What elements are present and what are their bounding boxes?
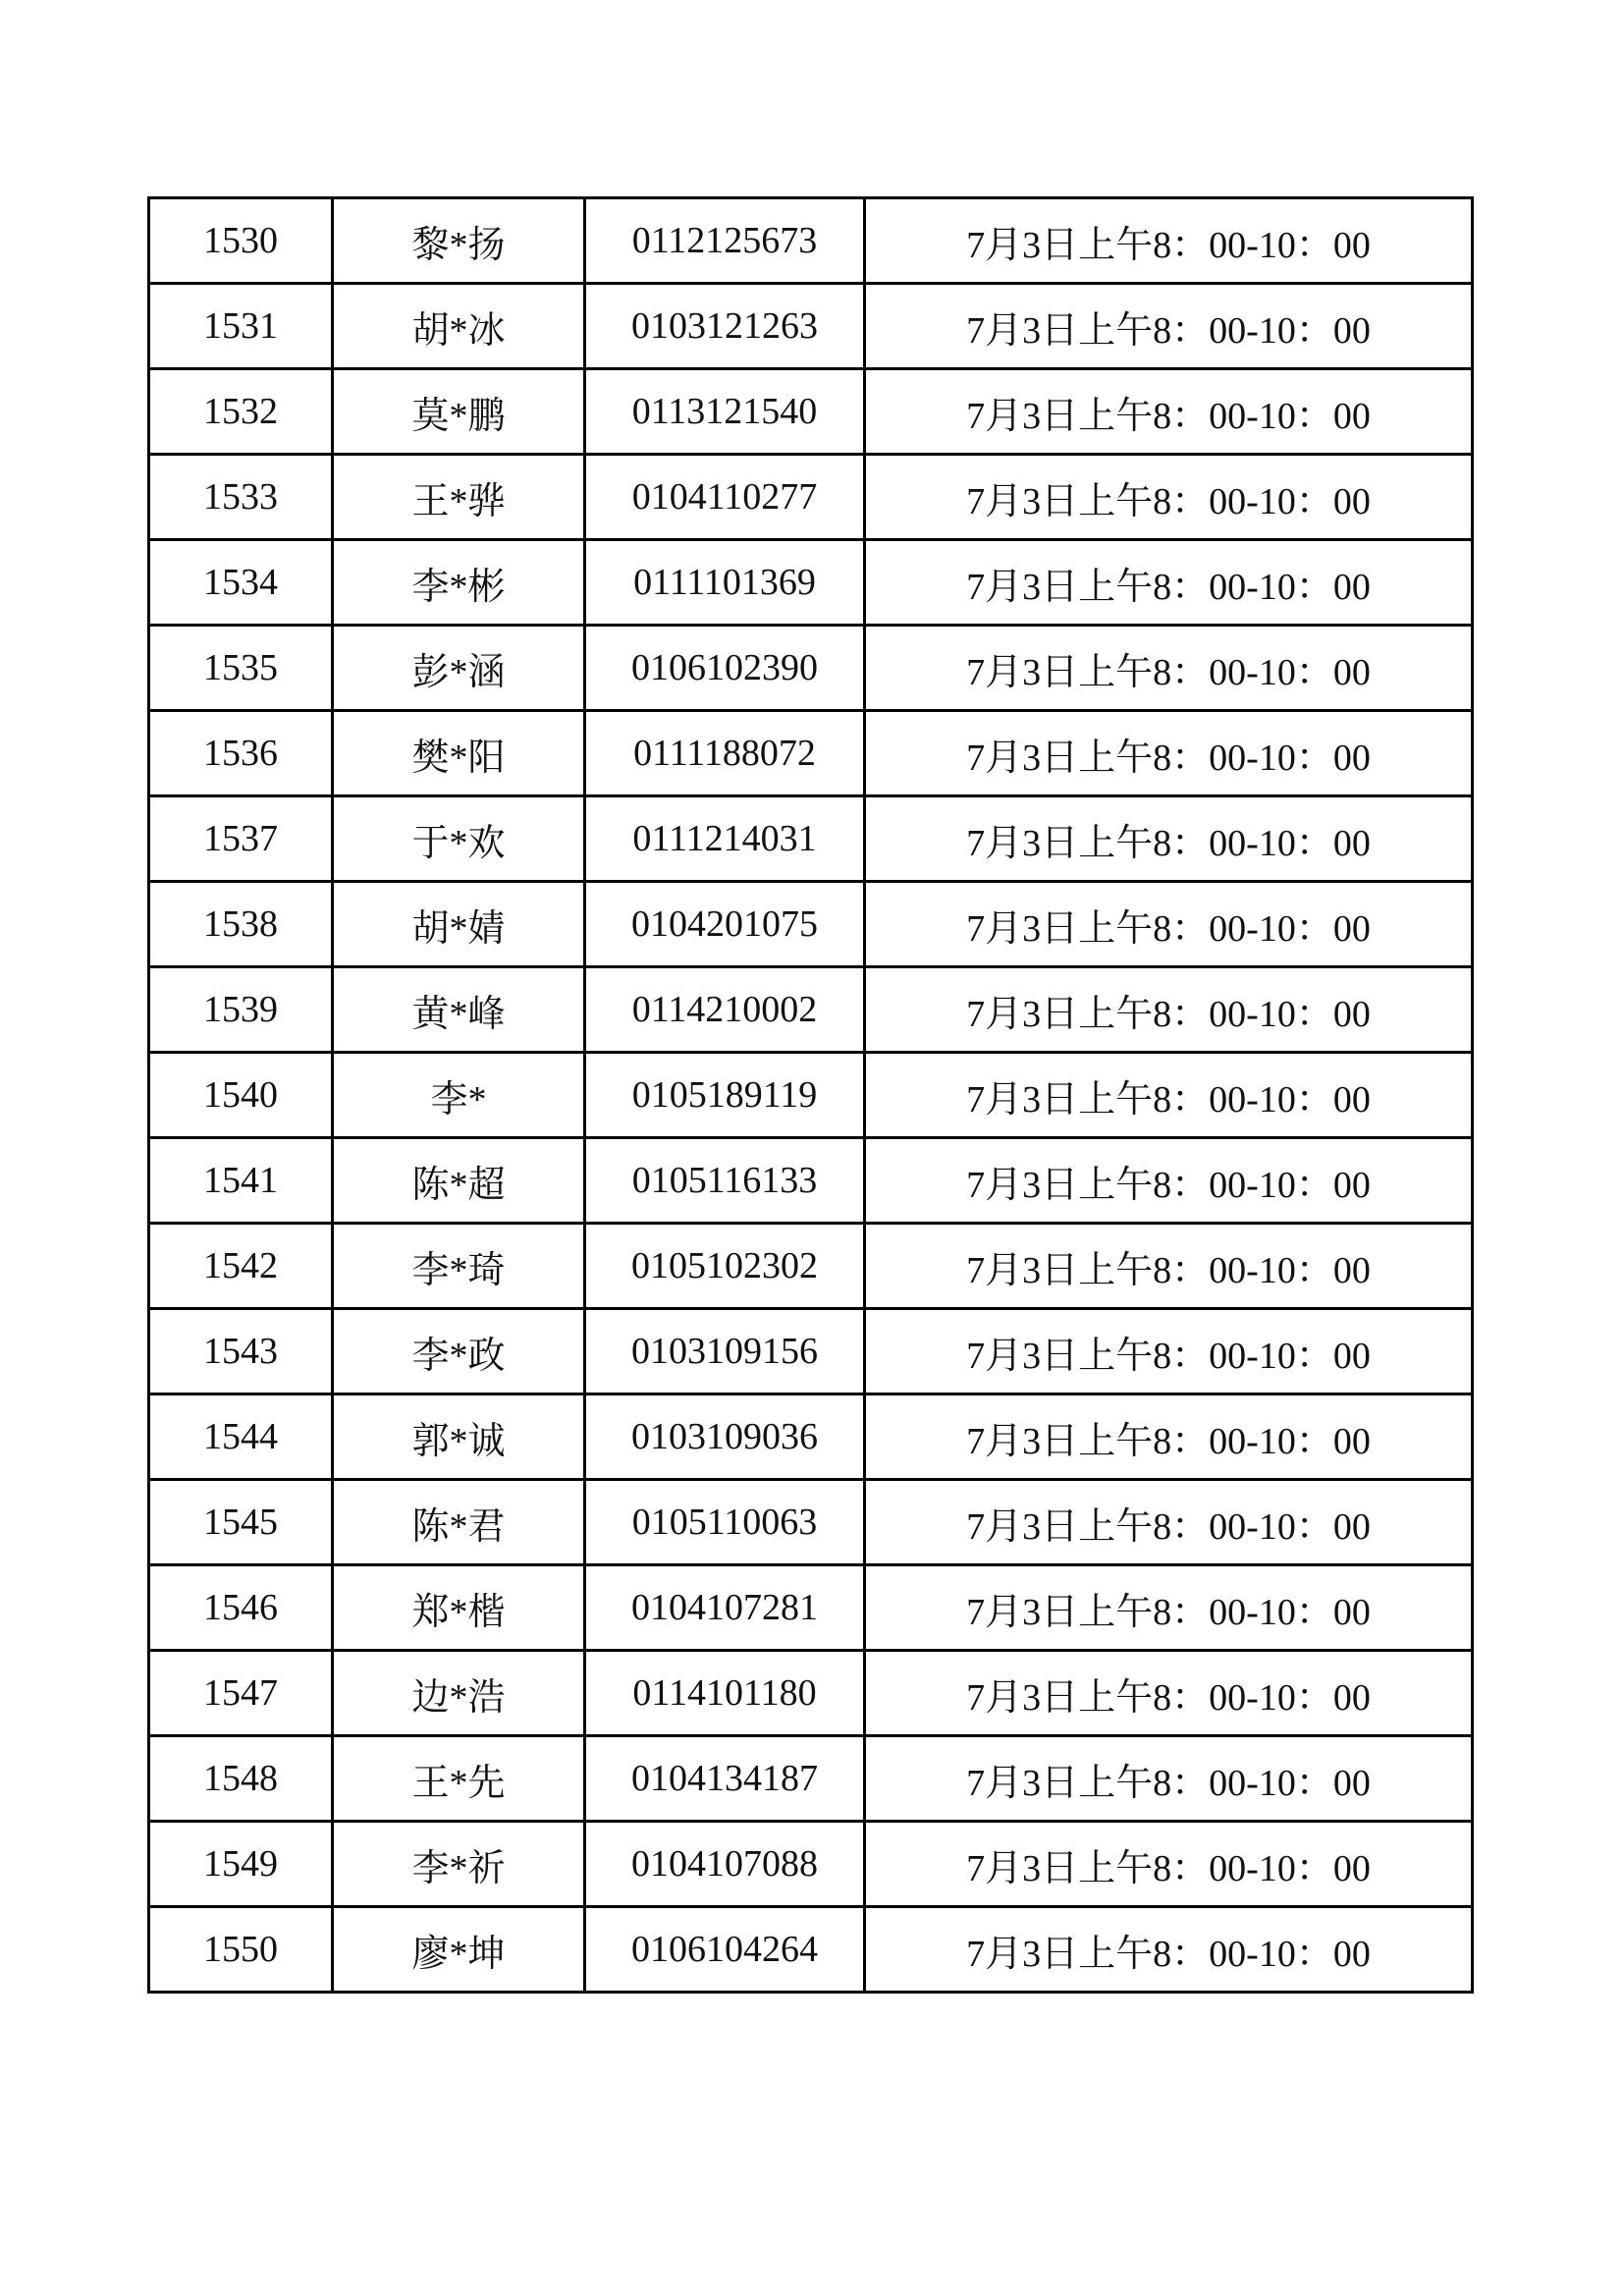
name-cell: 王*骅 <box>333 455 585 540</box>
row-number-cell: 1541 <box>149 1138 333 1224</box>
id-number-cell: 0103109036 <box>585 1394 865 1480</box>
table-row <box>149 796 1473 882</box>
id-number-cell: 0104134187 <box>585 1736 865 1822</box>
time-slot-cell: 7月3日上午8：00-10：00 <box>865 1138 1473 1224</box>
table-row <box>149 711 1473 796</box>
table-body <box>149 198 1473 1993</box>
table-row <box>149 198 1473 284</box>
table-row <box>149 1394 1473 1480</box>
table-row <box>149 1651 1473 1736</box>
table-row <box>149 1822 1473 1907</box>
name-cell: 陈*超 <box>333 1138 585 1224</box>
row-number-cell: 1544 <box>149 1394 333 1480</box>
id-number-cell: 0114210002 <box>585 967 865 1053</box>
name-cell: 郑*楷 <box>333 1565 585 1651</box>
time-slot-cell: 7月3日上午8：00-10：00 <box>865 369 1473 455</box>
id-number-cell: 0113121540 <box>585 369 865 455</box>
id-number-cell: 0106102390 <box>585 626 865 711</box>
table-row <box>149 1907 1473 1993</box>
id-number-cell: 0114101180 <box>585 1651 865 1736</box>
row-number-cell: 1543 <box>149 1309 333 1394</box>
name-cell: 李*彬 <box>333 540 585 626</box>
table-row <box>149 284 1473 369</box>
time-slot-cell: 7月3日上午8：00-10：00 <box>865 198 1473 284</box>
time-slot-cell: 7月3日上午8：00-10：00 <box>865 882 1473 967</box>
row-number-cell: 1549 <box>149 1822 333 1907</box>
name-cell: 王*先 <box>333 1736 585 1822</box>
name-cell: 李* <box>333 1053 585 1138</box>
row-number-cell: 1550 <box>149 1907 333 1993</box>
time-slot-cell: 7月3日上午8：00-10：00 <box>865 711 1473 796</box>
time-slot-cell: 7月3日上午8：00-10：00 <box>865 1822 1473 1907</box>
id-number-cell: 0112125673 <box>585 198 865 284</box>
time-slot-cell: 7月3日上午8：00-10：00 <box>865 540 1473 626</box>
row-number-cell: 1530 <box>149 198 333 284</box>
table-row <box>149 1053 1473 1138</box>
table-row <box>149 1480 1473 1565</box>
row-number-cell: 1546 <box>149 1565 333 1651</box>
time-slot-cell: 7月3日上午8：00-10：00 <box>865 1053 1473 1138</box>
name-cell: 李*祈 <box>333 1822 585 1907</box>
id-number-cell: 0105102302 <box>585 1224 865 1309</box>
id-number-cell: 0103109156 <box>585 1309 865 1394</box>
name-cell: 于*欢 <box>333 796 585 882</box>
time-slot-cell: 7月3日上午8：00-10：00 <box>865 967 1473 1053</box>
table-row <box>149 1224 1473 1309</box>
row-number-cell: 1533 <box>149 455 333 540</box>
table-row <box>149 626 1473 711</box>
name-cell: 胡*婧 <box>333 882 585 967</box>
id-number-cell: 0104107281 <box>585 1565 865 1651</box>
id-number-cell: 0105189119 <box>585 1053 865 1138</box>
time-slot-cell: 7月3日上午8：00-10：00 <box>865 1394 1473 1480</box>
table-row <box>149 455 1473 540</box>
id-number-cell: 0111214031 <box>585 796 865 882</box>
name-cell: 黄*峰 <box>333 967 585 1053</box>
schedule-table <box>147 196 1474 1994</box>
row-number-cell: 1548 <box>149 1736 333 1822</box>
row-number-cell: 1547 <box>149 1651 333 1736</box>
time-slot-cell: 7月3日上午8：00-10：00 <box>865 1309 1473 1394</box>
name-cell: 李*琦 <box>333 1224 585 1309</box>
row-number-cell: 1531 <box>149 284 333 369</box>
name-cell: 胡*冰 <box>333 284 585 369</box>
table-row <box>149 882 1473 967</box>
time-slot-cell: 7月3日上午8：00-10：00 <box>865 796 1473 882</box>
id-number-cell: 0111188072 <box>585 711 865 796</box>
id-number-cell: 0105110063 <box>585 1480 865 1565</box>
table-row <box>149 1565 1473 1651</box>
name-cell: 黎*扬 <box>333 198 585 284</box>
table-row <box>149 1309 1473 1394</box>
id-number-cell: 0104107088 <box>585 1822 865 1907</box>
row-number-cell: 1545 <box>149 1480 333 1565</box>
name-cell: 樊*阳 <box>333 711 585 796</box>
name-cell: 边*浩 <box>333 1651 585 1736</box>
time-slot-cell: 7月3日上午8：00-10：00 <box>865 1651 1473 1736</box>
id-number-cell: 0106104264 <box>585 1907 865 1993</box>
id-number-cell: 0104201075 <box>585 882 865 967</box>
row-number-cell: 1536 <box>149 711 333 796</box>
id-number-cell: 0103121263 <box>585 284 865 369</box>
name-cell: 莫*鹏 <box>333 369 585 455</box>
id-number-cell: 0111101369 <box>585 540 865 626</box>
time-slot-cell: 7月3日上午8：00-10：00 <box>865 1907 1473 1993</box>
table-row <box>149 1138 1473 1224</box>
row-number-cell: 1540 <box>149 1053 333 1138</box>
time-slot-cell: 7月3日上午8：00-10：00 <box>865 1565 1473 1651</box>
table-row <box>149 540 1473 626</box>
time-slot-cell: 7月3日上午8：00-10：00 <box>865 1224 1473 1309</box>
time-slot-cell: 7月3日上午8：00-10：00 <box>865 284 1473 369</box>
id-number-cell: 0105116133 <box>585 1138 865 1224</box>
row-number-cell: 1542 <box>149 1224 333 1309</box>
row-number-cell: 1532 <box>149 369 333 455</box>
row-number-cell: 1534 <box>149 540 333 626</box>
name-cell: 李*政 <box>333 1309 585 1394</box>
time-slot-cell: 7月3日上午8：00-10：00 <box>865 1480 1473 1565</box>
row-number-cell: 1535 <box>149 626 333 711</box>
name-cell: 陈*君 <box>333 1480 585 1565</box>
time-slot-cell: 7月3日上午8：00-10：00 <box>865 626 1473 711</box>
time-slot-cell: 7月3日上午8：00-10：00 <box>865 1736 1473 1822</box>
name-cell: 郭*诚 <box>333 1394 585 1480</box>
time-slot-cell: 7月3日上午8：00-10：00 <box>865 455 1473 540</box>
row-number-cell: 1537 <box>149 796 333 882</box>
name-cell: 廖*坤 <box>333 1907 585 1993</box>
table-row <box>149 1736 1473 1822</box>
table-row <box>149 369 1473 455</box>
row-number-cell: 1538 <box>149 882 333 967</box>
id-number-cell: 0104110277 <box>585 455 865 540</box>
table-row <box>149 967 1473 1053</box>
name-cell: 彭*涵 <box>333 626 585 711</box>
row-number-cell: 1539 <box>149 967 333 1053</box>
